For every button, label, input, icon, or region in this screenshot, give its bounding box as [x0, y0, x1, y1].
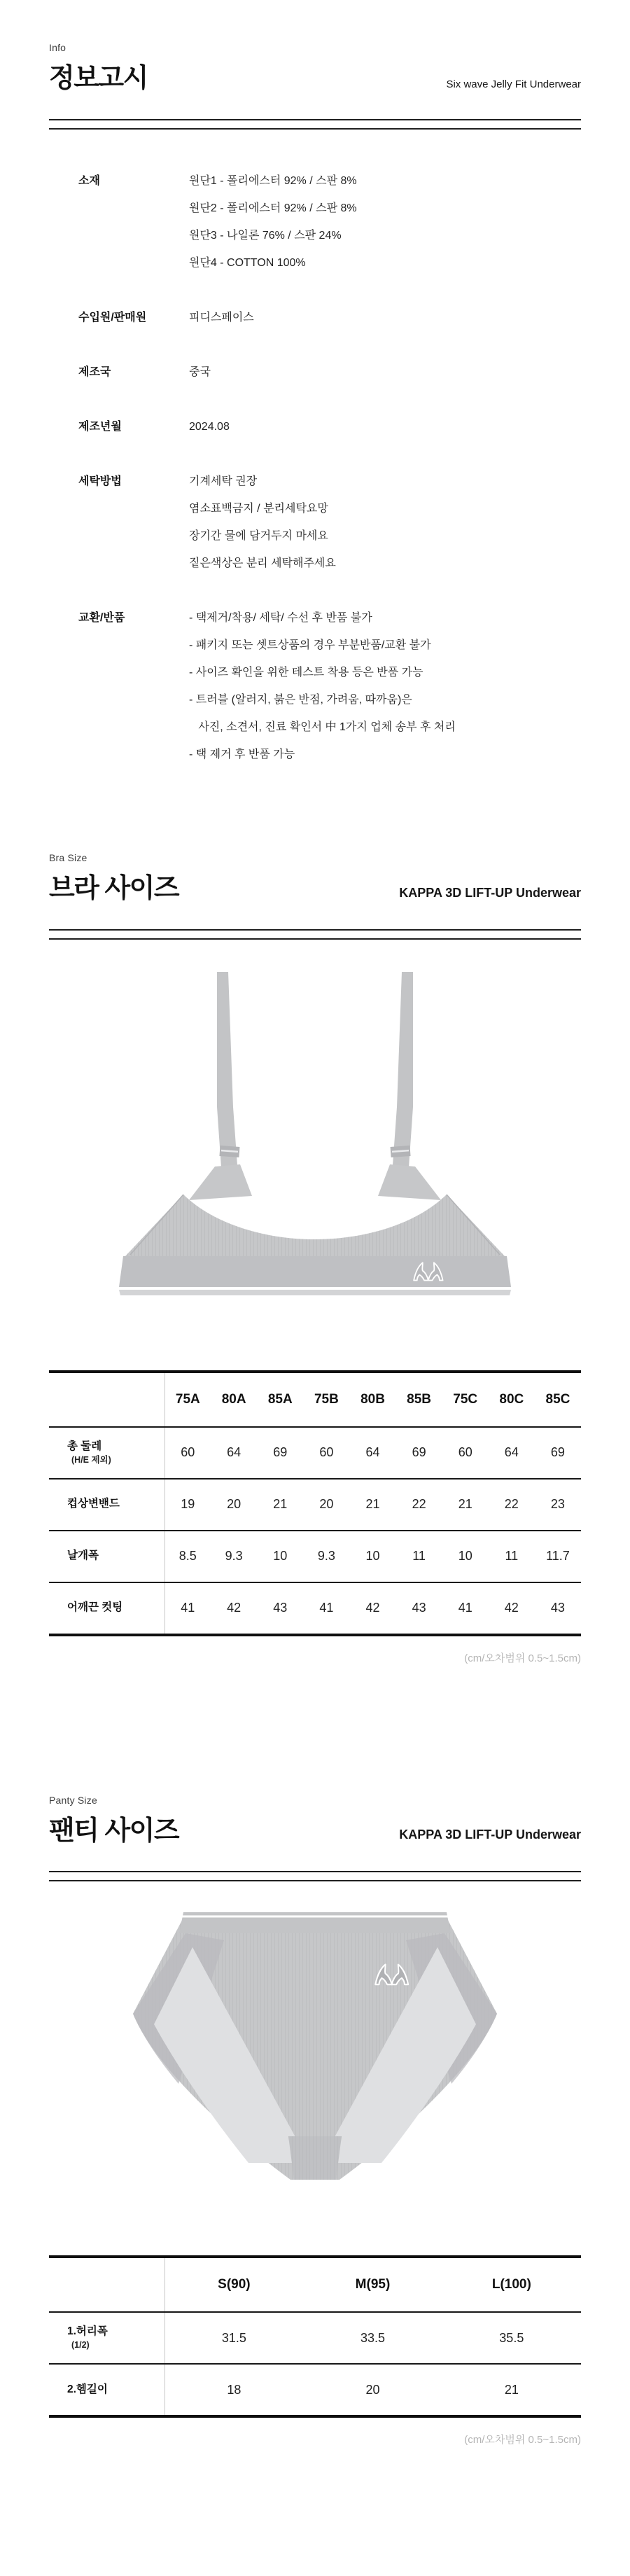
panty-size-note: (cm/오차범위 0.5~1.5cm)	[464, 2434, 581, 2446]
info-row-washing	[49, 468, 581, 577]
info-line: 기계세탁 권장	[189, 475, 258, 487]
size-value: 33.5	[360, 2330, 386, 2345]
bra-size-note: (cm/오차범위 0.5~1.5cm)	[464, 1652, 581, 1664]
bra-header-size: 85C	[545, 1391, 570, 1407]
info-line: 사진, 소견서, 진료 확인서 中 1가지 업체 송부 후 처리	[189, 720, 456, 733]
strap-adjuster	[391, 1146, 411, 1157]
bra-table-row-strap	[49, 1582, 581, 1635]
bra-image	[49, 963, 581, 1303]
size-value: 20	[227, 1497, 241, 1512]
bra-header-size: 80A	[221, 1391, 246, 1407]
bra-row-label: 어깨끈 컷팅	[49, 1582, 164, 1635]
bra-eyebrow: Bra Size	[49, 851, 88, 863]
size-value: 22	[412, 1497, 426, 1512]
info-line: 원단3 - 나일론 76% / 스판 24%	[189, 229, 342, 242]
bra-row-sublabel: (H/E 제외)	[71, 1454, 111, 1465]
size-value: 9.3	[317, 1549, 335, 1564]
size-value: 19	[181, 1497, 195, 1512]
info-row-label: 소재	[78, 174, 100, 187]
info-line: - 트러블 (알러지, 붉은 반점, 가려움, 따까움)은	[189, 693, 412, 706]
panty-illustration	[105, 1905, 525, 2185]
panty-table-row-waist	[49, 2312, 581, 2364]
bra-table-header-row	[49, 1372, 581, 1427]
info-row-importer	[49, 304, 581, 331]
size-value: 60	[181, 1445, 195, 1460]
panty-eyebrow: Panty Size	[49, 1794, 97, 1806]
bra-table-row-wing	[49, 1531, 581, 1582]
info-subtitle: Six wave Jelly Fit Underwear	[446, 78, 581, 90]
size-value: 11	[412, 1549, 426, 1564]
panty-size-section	[49, 1795, 581, 2447]
bra-header-size: 80B	[360, 1391, 385, 1407]
size-value: 20	[365, 2382, 380, 2397]
bra-size-table	[49, 1370, 581, 1636]
panty-section-head	[49, 1817, 581, 1846]
size-value: 43	[273, 1601, 288, 1615]
size-value: 64	[227, 1445, 241, 1460]
info-row-country	[49, 358, 581, 386]
info-row-label: 세탁방법	[78, 475, 122, 487]
size-value: 20	[319, 1497, 334, 1512]
panty-row-label: 2.헴길이	[49, 2364, 164, 2416]
panty-table-header-row	[49, 2257, 581, 2312]
info-row-material	[49, 167, 581, 277]
panty-subtitle: KAPPA 3D LIFT-UP Underwear	[399, 1827, 581, 1842]
size-value: 43	[550, 1601, 565, 1615]
size-value: 42	[365, 1601, 380, 1615]
size-value: 10	[273, 1549, 288, 1564]
size-value: 10	[458, 1549, 472, 1564]
info-line: 염소표백금지 / 분리세탁요망	[189, 502, 328, 515]
info-detail-list	[49, 167, 581, 768]
size-value: 8.5	[178, 1549, 197, 1564]
info-line: 원단1 - 폴리에스터 92% / 스판 8%	[189, 174, 357, 187]
size-value: 11.7	[546, 1549, 570, 1564]
info-row-date	[49, 413, 581, 440]
bra-size-section	[49, 852, 581, 1665]
info-section-head	[49, 64, 581, 94]
panty-row-sublabel: (1/2)	[71, 2340, 90, 2351]
bra-title: 브라 사이즈	[49, 873, 179, 903]
double-rule	[49, 119, 581, 130]
bra-header-size: 75A	[175, 1391, 200, 1407]
double-rule	[49, 1871, 581, 1881]
info-line: 짙은색상은 분리 세탁해주세요	[189, 557, 336, 569]
bra-illustration	[105, 963, 525, 1300]
panty-image	[49, 1905, 581, 2189]
size-value: 21	[458, 1497, 472, 1512]
info-line: 중국	[189, 365, 211, 378]
size-value: 64	[504, 1445, 519, 1460]
info-row-label: 제조국	[78, 365, 111, 378]
size-value: 22	[504, 1497, 519, 1512]
bra-subtitle: KAPPA 3D LIFT-UP Underwear	[399, 885, 581, 900]
bra-table-row-circumference	[49, 1427, 581, 1479]
info-eyebrow: Info	[49, 42, 66, 53]
double-rule	[49, 929, 581, 940]
size-value: 10	[365, 1549, 380, 1564]
panty-header-size: S(90)	[218, 2277, 251, 2292]
bra-header-size: 85A	[267, 1391, 293, 1407]
bra-header-size: 75C	[453, 1391, 478, 1407]
info-line: 피디스페이스	[189, 311, 254, 323]
size-value: 21	[504, 2382, 519, 2397]
size-value: 41	[319, 1601, 334, 1615]
size-value: 60	[319, 1445, 334, 1460]
size-value: 69	[412, 1445, 426, 1460]
info-line: 원단4 - COTTON 100%	[189, 256, 306, 269]
size-value: 11	[505, 1549, 519, 1564]
bra-table-row-cupband	[49, 1479, 581, 1531]
info-line: - 택제거/착용/ 세탁/ 수선 후 반품 불가	[189, 611, 372, 624]
bra-row-label: 날개폭	[49, 1531, 164, 1582]
info-line: - 패키지 또는 셋트상품의 경우 부분반품/교환 불가	[189, 639, 431, 651]
info-title: 정보고시	[49, 64, 148, 93]
info-line: - 택 제거 후 반품 가능	[189, 748, 295, 760]
size-value: 9.3	[225, 1549, 243, 1564]
info-line: 원단2 - 폴리에스터 92% / 스판 8%	[189, 202, 357, 214]
panty-header-size: M(95)	[355, 2277, 391, 2292]
bra-row-label: 총 둘레 (H/E 제외)	[49, 1427, 164, 1479]
size-value: 21	[273, 1497, 288, 1512]
info-row-label: 제조년월	[78, 420, 122, 433]
info-line: 2024.08	[189, 420, 230, 433]
size-value: 31.5	[221, 2330, 246, 2345]
size-value: 64	[365, 1445, 380, 1460]
panty-header-empty	[49, 2257, 164, 2312]
bra-header-size: 80C	[499, 1391, 524, 1407]
size-value: 42	[504, 1601, 519, 1615]
panty-header-size: L(100)	[491, 2277, 531, 2292]
size-value: 23	[550, 1497, 565, 1512]
info-row-exchange	[49, 604, 581, 768]
panty-size-table	[49, 2255, 581, 2418]
bra-header-size: 85B	[407, 1391, 432, 1407]
size-value: 69	[550, 1445, 565, 1460]
info-row-label: 수입원/판매원	[78, 311, 147, 323]
size-value: 42	[227, 1601, 241, 1615]
panty-title: 팬티 사이즈	[49, 1816, 179, 1846]
bra-section-head	[49, 875, 581, 904]
size-value: 41	[458, 1601, 472, 1615]
size-value: 35.5	[499, 2330, 524, 2345]
size-value: 69	[273, 1445, 288, 1460]
bra-header-empty	[49, 1372, 164, 1427]
info-line: 장기간 물에 담거두지 마세요	[189, 529, 328, 542]
info-section	[49, 0, 581, 768]
size-value: 60	[458, 1445, 472, 1460]
size-value: 41	[181, 1601, 195, 1615]
bra-header-size: 75B	[314, 1391, 339, 1407]
bra-row-label: 컵상변밴드	[49, 1479, 164, 1531]
panty-row-label: 1.허리폭 (1/2)	[49, 2312, 164, 2364]
info-line: - 사이즈 확인을 위한 테스트 착용 등은 반품 가능	[189, 666, 424, 678]
strap-adjuster	[219, 1146, 239, 1157]
info-row-label: 교환/반품	[78, 611, 125, 624]
size-value: 43	[412, 1601, 426, 1615]
size-value: 21	[365, 1497, 380, 1512]
panty-table-row-hem	[49, 2364, 581, 2416]
size-value: 18	[227, 2382, 241, 2397]
